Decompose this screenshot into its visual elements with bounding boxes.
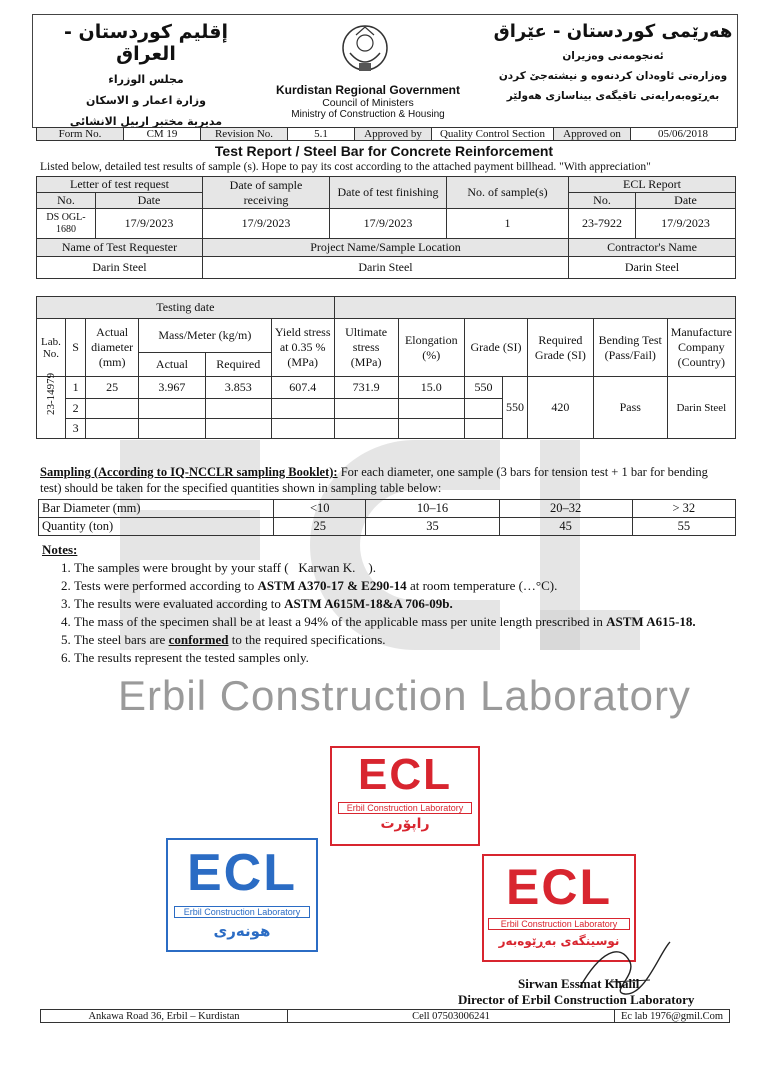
header-left-title: إقليم كوردستان - العراق — [64, 21, 228, 65]
header — [32, 14, 738, 128]
note-1-b: ). — [368, 560, 376, 575]
quantity-label: Quantity (ton) — [39, 518, 274, 536]
letter-no-label: No. — [37, 193, 96, 209]
header-center-line1: Council of Ministers — [322, 97, 414, 109]
num-samples-header: No. of sample(s) — [447, 177, 569, 209]
row2-elongation — [398, 399, 464, 419]
note-5-a: The steel bars are — [74, 632, 169, 647]
header-center — [273, 83, 463, 120]
stamp-report — [330, 746, 480, 846]
note-4-standard: ASTM A615-18. — [606, 614, 696, 629]
ecl-no: 23-7922 — [569, 209, 636, 239]
footer-email: Ec lab 1976@gmil.Com — [615, 1010, 730, 1023]
diameter-1: <10 — [274, 500, 366, 518]
note-5-conformed: conformed — [168, 632, 229, 647]
note-4-a: The mass of the specimen shall be at least a 94% of the applicable mass per unite length prescribed in — [74, 614, 607, 629]
row3-diameter — [86, 419, 139, 439]
header-right-line3: بەڕێوەبەرایەتی تاقیگەی بیناسازی هەولێر — [506, 90, 720, 102]
approved-by-label: Approved by — [355, 128, 432, 141]
ecl-report-header: ECL Report — [569, 177, 736, 193]
header-right-kurdish — [493, 21, 733, 102]
row3-actual — [139, 419, 206, 439]
diameter-3: 20–32 — [499, 500, 632, 518]
note-1-a: The samples were brought by your staff ( — [74, 560, 289, 575]
manufacturer: Darin Steel — [667, 377, 735, 439]
stamp-technical-name: Erbil Construction Laboratory — [174, 906, 310, 918]
letter-header: Letter of test request — [37, 177, 203, 193]
footer-address: Ankawa Road 36, Erbil – Kurdistan — [41, 1010, 288, 1023]
date-receiving: 17/9/2023 — [203, 209, 330, 239]
col-elongation: Elongation (%) — [398, 319, 464, 377]
header-left-line2: وزارة اعمار و الاسكان — [86, 94, 206, 107]
row3-ultimate — [334, 419, 398, 439]
header-left-line1: مجلس الوزراء — [108, 73, 184, 86]
col-ultimate: Ultimate stress (MPa) — [334, 319, 398, 377]
stamp-report-name: Erbil Construction Laboratory — [338, 802, 472, 814]
col-lab-no: Lab. No. — [37, 319, 66, 377]
note-4 — [74, 613, 732, 630]
note-1-name: Karwan K. — [298, 560, 356, 575]
note-2 — [74, 577, 732, 594]
col-diameter: Actual diameter (mm) — [86, 319, 139, 377]
note-5-c: to the required specifications. — [228, 632, 386, 647]
info-table — [36, 176, 736, 279]
stamp-report-logo: ECL — [358, 750, 452, 799]
col-manufacturer: Manufacture Company (Country) — [667, 319, 735, 377]
row1-actual: 3.967 — [139, 377, 206, 399]
row3-required — [205, 419, 271, 439]
notes — [42, 541, 732, 667]
signature-name: Sirwan Essmat Khalil — [518, 976, 640, 991]
sampling-text — [40, 464, 730, 496]
row2-actual — [139, 399, 206, 419]
header-center-line2: Ministry of Construction & Housing — [291, 109, 445, 120]
note-6-text: The results represent the tested samples only. — [74, 650, 309, 665]
approved-on: 05/06/2018 — [631, 128, 736, 141]
quantity-2: 35 — [366, 518, 499, 536]
row1-ultimate: 731.9 — [334, 377, 398, 399]
watermark-text: Erbil Construction Laboratory — [118, 672, 691, 719]
num-samples: 1 — [447, 209, 569, 239]
row1-grade: 550 — [465, 377, 503, 399]
row1-diameter: 25 — [86, 377, 139, 399]
stamp-technical — [166, 838, 318, 952]
intro-text: Listed below, detailed test results of sample (s). Hope to pay its cost according to the attached payment billhead. "With appreciation" — [40, 161, 651, 173]
date-receiving-header: Date of sample receiving — [203, 177, 330, 209]
testing-date-label: Testing date — [37, 297, 335, 319]
project-header: Project Name/Sample Location — [203, 239, 569, 257]
header-left-arabic — [41, 21, 251, 128]
row2-diameter — [86, 399, 139, 419]
letter-date-label: Date — [96, 193, 203, 209]
row2-ultimate — [334, 399, 398, 419]
approved-by: Quality Control Section — [432, 128, 554, 141]
note-2-c: at room temperature (…°C). — [406, 578, 558, 593]
grade-overall: 550 — [503, 377, 528, 439]
row2-grade — [465, 399, 503, 419]
stamp-technical-logo: ECL — [187, 844, 297, 902]
lab-no: 23-14979 — [44, 372, 57, 415]
contractor-header: Contractor's Name — [569, 239, 736, 257]
testing-date — [334, 297, 735, 319]
header-left-line3: مديرية مختبر اربيل الانشائي — [69, 115, 223, 128]
col-bending: Bending Test (Pass/Fail) — [593, 319, 667, 377]
header-right-line1: ئەنجومەنی وەزیران — [562, 50, 664, 62]
col-yield: Yield stress at 0.35 % (MPa) — [271, 319, 334, 377]
requester: Darin Steel — [37, 257, 203, 279]
stamp-technical-word: هونەری — [213, 922, 271, 940]
letter-date: 17/9/2023 — [96, 209, 203, 239]
stamp-director-name: Erbil Construction Laboratory — [488, 918, 630, 930]
requester-header: Name of Test Requester — [37, 239, 203, 257]
header-center-title: Kurdistan Regional Government — [275, 83, 461, 97]
row2-s: 2 — [65, 399, 85, 419]
approved-on-label: Approved on — [554, 128, 631, 141]
row1-elongation: 15.0 — [398, 377, 464, 399]
quantity-4: 55 — [632, 518, 735, 536]
form-bar — [36, 127, 736, 141]
col-mass-actual: Actual — [139, 353, 206, 377]
notes-heading: Notes: — [42, 542, 78, 557]
footer — [40, 1009, 730, 1023]
diameter-4: > 32 — [632, 500, 735, 518]
notes-list — [42, 559, 732, 666]
signature-title: Director of Erbil Construction Laboratory — [458, 992, 695, 1007]
ecl-date: 17/9/2023 — [636, 209, 736, 239]
letter-no: DS OGL-1680 — [37, 209, 96, 239]
note-3-standard: ASTM A615M-18&A 706-09b. — [284, 596, 453, 611]
row3-s: 3 — [65, 419, 85, 439]
results-table — [36, 296, 736, 439]
row1-s: 1 — [65, 377, 85, 399]
sampling-body: For each diameter, one sample (3 bars for tension test + 1 bar for bending test) should be taken for the specified quantities shown in sampling table below: — [40, 465, 708, 495]
quantity-1: 25 — [274, 518, 366, 536]
row3-grade — [465, 419, 503, 439]
row2-required — [205, 399, 271, 419]
row1-yield: 607.4 — [271, 377, 334, 399]
row2-yield — [271, 399, 334, 419]
bending-result: Pass — [593, 377, 667, 439]
note-2-standard: ASTM A370-17 & E290-14 — [257, 578, 407, 593]
stamp-director-logo: ECL — [506, 859, 612, 915]
form-no: CM 19 — [124, 128, 201, 141]
diameter-2: 10–16 — [366, 500, 499, 518]
note-5 — [74, 631, 732, 648]
quantity-3: 45 — [499, 518, 632, 536]
project: Darin Steel — [203, 257, 569, 279]
stamp-report-word: راپۆرت — [380, 816, 430, 832]
revision: 5.1 — [288, 128, 355, 141]
sampling-heading: Sampling (According to IQ-NCCLR sampling Booklet): — [40, 465, 338, 479]
note-6 — [74, 649, 732, 666]
header-right-line2: وەزارەتی ئاوەدان کردنەوە و نیشتەجێ کردن — [498, 70, 728, 82]
col-mass-required: Required — [205, 353, 271, 377]
report-title: Test Report / Steel Bar for Concrete Reinforcement — [214, 143, 554, 159]
revision-label: Revision No. — [201, 128, 288, 141]
contractor: Darin Steel — [569, 257, 736, 279]
required-grade: 420 — [528, 377, 594, 439]
note-3-a: The results were evaluated according to — [74, 596, 285, 611]
date-finishing-header: Date of test finishing — [330, 177, 447, 209]
lab-no-cell — [37, 372, 66, 439]
row3-elongation — [398, 419, 464, 439]
krg-emblem — [340, 23, 390, 77]
col-s: S — [65, 319, 85, 377]
footer-phone: Cell 07503006241 — [288, 1010, 615, 1023]
date-finishing: 17/9/2023 — [330, 209, 447, 239]
form-no-label: Form No. — [37, 128, 124, 141]
row1-required: 3.853 — [205, 377, 271, 399]
ecl-no-label: No. — [569, 193, 636, 209]
col-required-grade: Required Grade (SI) — [528, 319, 594, 377]
note-2-a: Tests were performed according to — [74, 578, 258, 593]
ecl-date-label: Date — [636, 193, 736, 209]
note-1 — [74, 559, 732, 576]
stamp-director-word: نوسینگەی بەڕێوەبەر — [498, 934, 620, 948]
sampling-table — [38, 499, 736, 536]
col-mass: Mass/Meter (kg/m) — [139, 319, 272, 353]
row3-yield — [271, 419, 334, 439]
bar-diameter-label: Bar Diameter (mm) — [39, 500, 274, 518]
note-3 — [74, 595, 732, 612]
col-grade: Grade (SI) — [465, 319, 528, 377]
header-right-title: هەرێمی کوردستان - عێراق — [493, 21, 733, 42]
